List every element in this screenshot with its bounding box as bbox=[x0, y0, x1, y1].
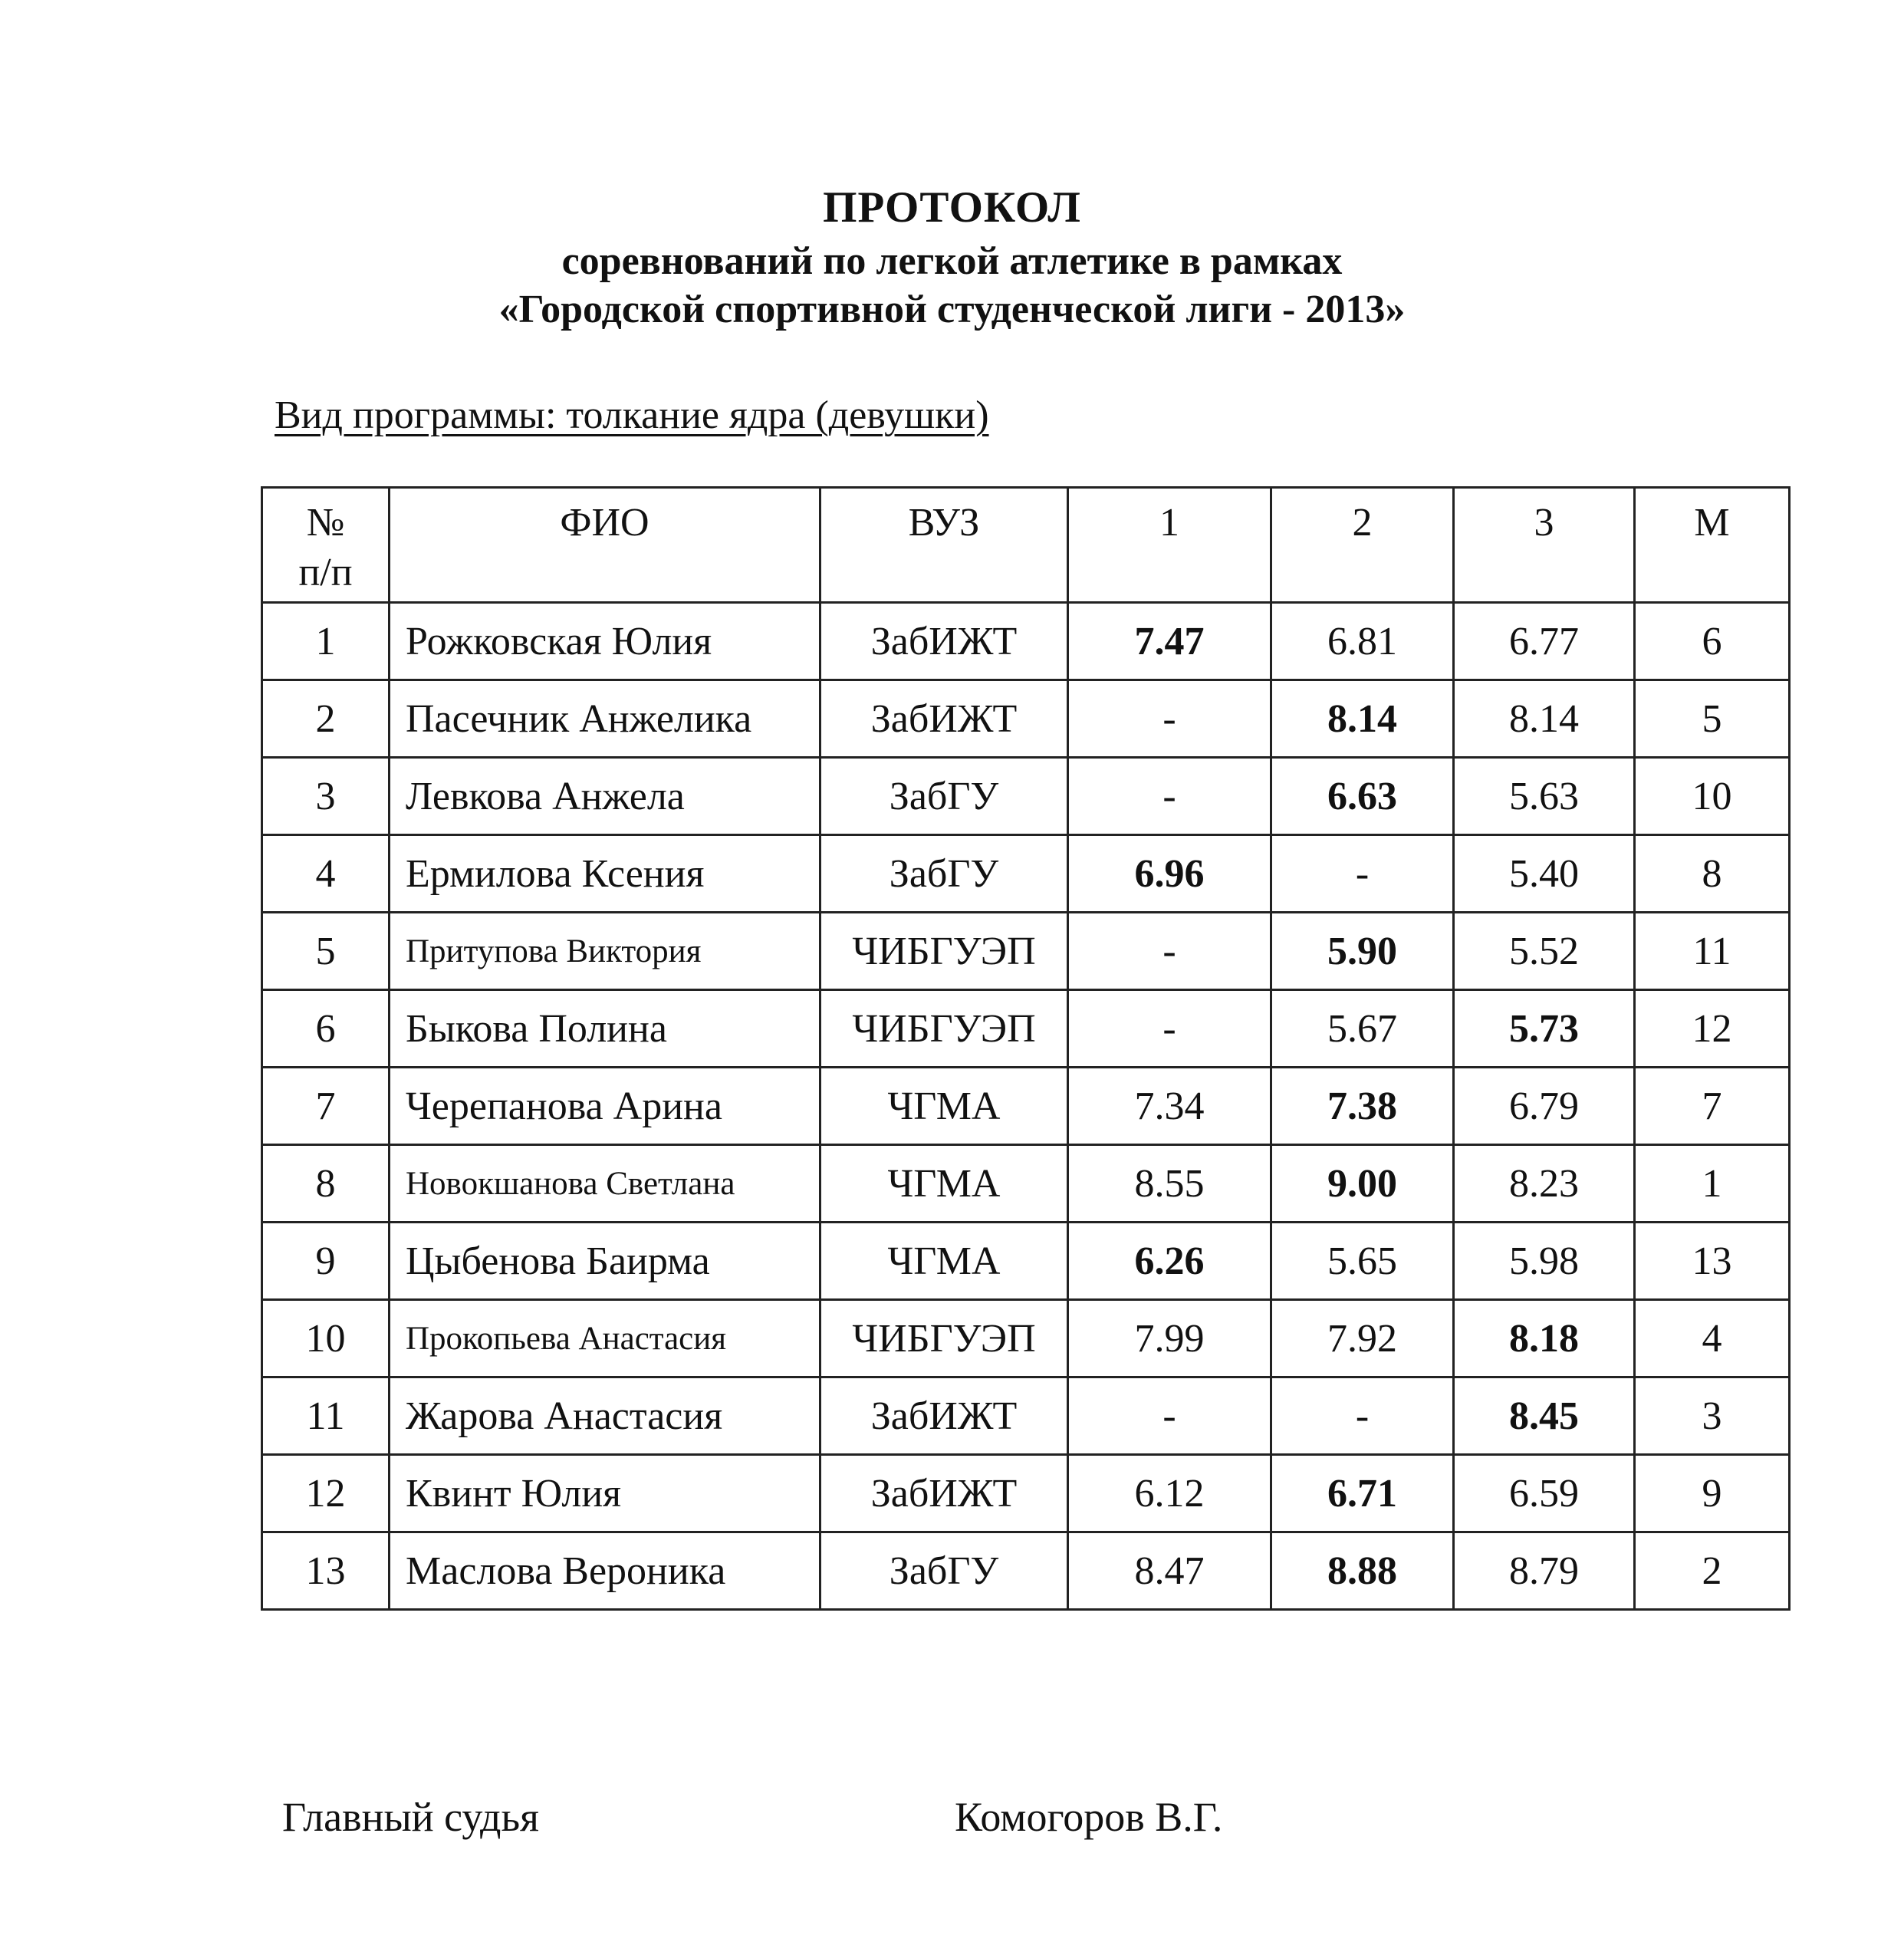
cell-attempt-1: - bbox=[1068, 758, 1271, 835]
cell-attempt-3: 6.59 bbox=[1454, 1455, 1635, 1532]
cell-attempt-3: 5.73 bbox=[1454, 990, 1635, 1068]
cell-name: Маслова Вероника bbox=[390, 1532, 820, 1610]
cell-attempt-2: - bbox=[1271, 1377, 1454, 1455]
cell-name: Прокопьева Анастасия bbox=[390, 1300, 820, 1377]
cell-attempt-2: 6.71 bbox=[1271, 1455, 1454, 1532]
table-header bbox=[262, 488, 1790, 603]
table-row bbox=[262, 1223, 1790, 1300]
cell-attempt-1: 7.99 bbox=[1068, 1300, 1271, 1377]
cell-place: 2 bbox=[1635, 1532, 1790, 1610]
cell-number: 8 bbox=[262, 1145, 390, 1223]
cell-name: Ермилова Ксения bbox=[390, 835, 820, 913]
cell-university: ЗабГУ bbox=[820, 835, 1068, 913]
col-attempt-1: 1 bbox=[1068, 488, 1271, 603]
cell-attempt-1: - bbox=[1068, 990, 1271, 1068]
cell-place: 8 bbox=[1635, 835, 1790, 913]
cell-number: 10 bbox=[262, 1300, 390, 1377]
cell-number: 13 bbox=[262, 1532, 390, 1610]
cell-name: Черепанова Арина bbox=[390, 1068, 820, 1145]
col-number-line2: п/п bbox=[298, 551, 353, 594]
cell-number: 9 bbox=[262, 1223, 390, 1300]
table-row bbox=[262, 990, 1790, 1068]
cell-attempt-1: 6.26 bbox=[1068, 1223, 1271, 1300]
cell-place: 3 bbox=[1635, 1377, 1790, 1455]
cell-place: 11 bbox=[1635, 913, 1790, 990]
table-row bbox=[262, 835, 1790, 913]
cell-place: 5 bbox=[1635, 680, 1790, 758]
cell-university: ЧИБГУЭП bbox=[820, 913, 1068, 990]
program-type: Вид программы: толкание ядра (девушки) bbox=[275, 393, 989, 437]
table-row bbox=[262, 913, 1790, 990]
cell-university: ЗабИЖТ bbox=[820, 1377, 1068, 1455]
cell-university: ЗабГУ bbox=[820, 758, 1068, 835]
cell-attempt-3: 6.77 bbox=[1454, 603, 1635, 680]
cell-university: ЗабИЖТ bbox=[820, 680, 1068, 758]
cell-place: 4 bbox=[1635, 1300, 1790, 1377]
cell-attempt-3: 5.40 bbox=[1454, 835, 1635, 913]
table-row bbox=[262, 1377, 1790, 1455]
col-attempt-3: 3 bbox=[1454, 488, 1635, 603]
cell-place: 9 bbox=[1635, 1455, 1790, 1532]
cell-attempt-1: - bbox=[1068, 913, 1271, 990]
page-title: ПРОТОКОЛ bbox=[823, 183, 1081, 232]
cell-number: 1 bbox=[262, 603, 390, 680]
cell-name: Притупова Виктория bbox=[390, 913, 820, 990]
judge-name: Комогоров В.Г. bbox=[955, 1794, 1223, 1840]
cell-attempt-2: 5.67 bbox=[1271, 990, 1454, 1068]
header-row bbox=[262, 488, 1790, 603]
results-table bbox=[261, 486, 1791, 1611]
cell-name: Новокшанова Светлана bbox=[390, 1145, 820, 1223]
table-row bbox=[262, 1455, 1790, 1532]
cell-attempt-2: 8.14 bbox=[1271, 680, 1454, 758]
cell-attempt-3: 8.79 bbox=[1454, 1532, 1635, 1610]
cell-attempt-3: 8.23 bbox=[1454, 1145, 1635, 1223]
cell-number: 11 bbox=[262, 1377, 390, 1455]
table-row bbox=[262, 758, 1790, 835]
col-attempt-2: 2 bbox=[1271, 488, 1454, 603]
cell-number: 5 bbox=[262, 913, 390, 990]
cell-number: 2 bbox=[262, 680, 390, 758]
cell-name: Пасечник Анжелика bbox=[390, 680, 820, 758]
subtitle-line-2: «Городской спортивной студенческой лиги - 2013» bbox=[498, 288, 1406, 331]
cell-attempt-1: - bbox=[1068, 680, 1271, 758]
cell-attempt-3: 8.45 bbox=[1454, 1377, 1635, 1455]
cell-attempt-3: 6.79 bbox=[1454, 1068, 1635, 1145]
cell-attempt-2: 9.00 bbox=[1271, 1145, 1454, 1223]
cell-attempt-2: 8.88 bbox=[1271, 1532, 1454, 1610]
cell-attempt-2: 6.63 bbox=[1271, 758, 1454, 835]
cell-attempt-1: 8.55 bbox=[1068, 1145, 1271, 1223]
cell-attempt-1: 7.47 bbox=[1068, 603, 1271, 680]
cell-place: 13 bbox=[1635, 1223, 1790, 1300]
cell-attempt-3: 5.63 bbox=[1454, 758, 1635, 835]
cell-attempt-1: 6.12 bbox=[1068, 1455, 1271, 1532]
cell-attempt-1: 8.47 bbox=[1068, 1532, 1271, 1610]
cell-number: 12 bbox=[262, 1455, 390, 1532]
cell-attempt-3: 5.98 bbox=[1454, 1223, 1635, 1300]
cell-attempt-2: 7.92 bbox=[1271, 1300, 1454, 1377]
cell-place: 1 bbox=[1635, 1145, 1790, 1223]
cell-number: 3 bbox=[262, 758, 390, 835]
judge-label: Главный судья bbox=[282, 1794, 539, 1840]
table-row bbox=[262, 1145, 1790, 1223]
cell-attempt-3: 8.18 bbox=[1454, 1300, 1635, 1377]
cell-attempt-3: 5.52 bbox=[1454, 913, 1635, 990]
col-place: М bbox=[1635, 488, 1790, 603]
table-row bbox=[262, 1300, 1790, 1377]
cell-number: 4 bbox=[262, 835, 390, 913]
col-university: ВУЗ bbox=[820, 488, 1068, 603]
cell-attempt-1: - bbox=[1068, 1377, 1271, 1455]
cell-name: Рожковская Юлия bbox=[390, 603, 820, 680]
cell-university: ЗабИЖТ bbox=[820, 1455, 1068, 1532]
subtitle-line-1: соревнований по легкой атлетике в рамках bbox=[561, 239, 1343, 283]
col-number-line1: № bbox=[306, 501, 345, 545]
cell-university: ЧИБГУЭП bbox=[820, 990, 1068, 1068]
cell-attempt-1: 7.34 bbox=[1068, 1068, 1271, 1145]
cell-attempt-2: 6.81 bbox=[1271, 603, 1454, 680]
cell-university: ЗабГУ bbox=[820, 1532, 1068, 1610]
cell-university: ЧГМА bbox=[820, 1223, 1068, 1300]
cell-name: Квинт Юлия bbox=[390, 1455, 820, 1532]
cell-attempt-1: 6.96 bbox=[1068, 835, 1271, 913]
table-row bbox=[262, 1532, 1790, 1610]
cell-place: 12 bbox=[1635, 990, 1790, 1068]
cell-place: 6 bbox=[1635, 603, 1790, 680]
col-name: ФИО bbox=[390, 488, 820, 603]
cell-attempt-2: 5.65 bbox=[1271, 1223, 1454, 1300]
cell-place: 7 bbox=[1635, 1068, 1790, 1145]
cell-attempt-3: 8.14 bbox=[1454, 680, 1635, 758]
table-row bbox=[262, 603, 1790, 680]
cell-name: Левкова Анжела bbox=[390, 758, 820, 835]
cell-attempt-2: 7.38 bbox=[1271, 1068, 1454, 1145]
cell-attempt-2: - bbox=[1271, 835, 1454, 913]
cell-number: 7 bbox=[262, 1068, 390, 1145]
cell-name: Цыбенова Баирма bbox=[390, 1223, 820, 1300]
table-body bbox=[262, 603, 1790, 1610]
cell-number: 6 bbox=[262, 990, 390, 1068]
cell-university: ЧГМА bbox=[820, 1145, 1068, 1223]
cell-place: 10 bbox=[1635, 758, 1790, 835]
col-number bbox=[262, 488, 390, 603]
cell-name: Быкова Полина bbox=[390, 990, 820, 1068]
cell-attempt-2: 5.90 bbox=[1271, 913, 1454, 990]
cell-university: ЧИБГУЭП bbox=[820, 1300, 1068, 1377]
table-row bbox=[262, 1068, 1790, 1145]
cell-university: ЧГМА bbox=[820, 1068, 1068, 1145]
table-row bbox=[262, 680, 1790, 758]
cell-name: Жарова Анастасия bbox=[390, 1377, 820, 1455]
cell-university: ЗабИЖТ bbox=[820, 603, 1068, 680]
